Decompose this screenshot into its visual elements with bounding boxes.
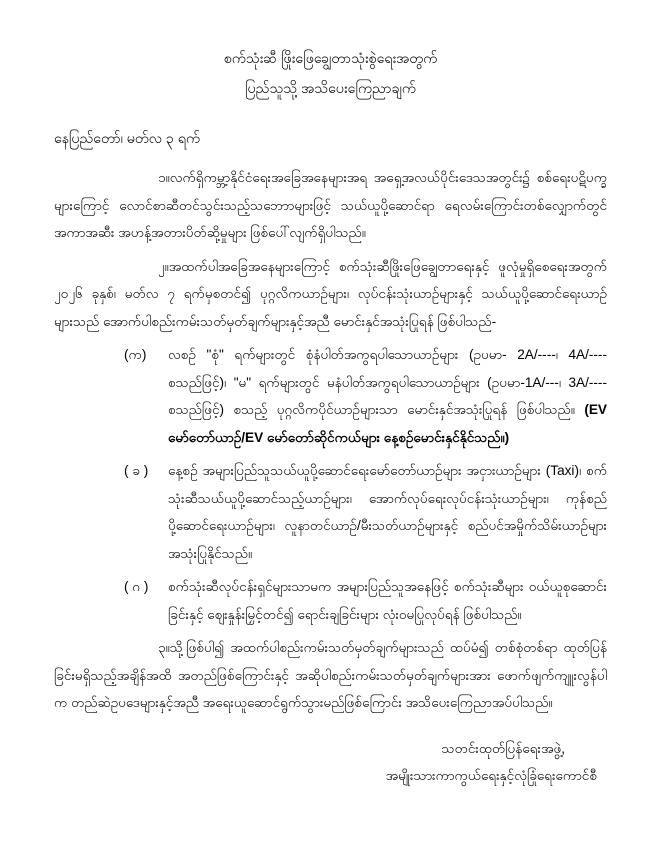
sub-item-ka-text <box>168 341 607 451</box>
paragraph-2-text: အထက်ပါအခြေအနေများကြောင့် စက်သုံးဆီဖြိုးဖြေချွေတာရေးနှင့် ဖူလုံမှုရှိစေရေးအတွက် ၂၀၂၆ ခုနှစ်၊ မတ်လ ၇ ရက်မှစတင်၍ ပုဂ္ဂလိကယာဉ်များ၊ လုပ်ငန်းသုံးယာဉ်များနှင့် သယ်ယူပို့ဆောင်ရေးယာဉ်များသည် အောက်ပါစည်းကမ်းသတ်မှတ်ချက်များနှင့်အညီ မောင်းနှင်အသုံးပြုရန် ဖြစ်ပါသည်- <box>54 258 607 329</box>
paragraph-3-text: သို့ဖြစ်ပါ၍ အထက်ပါစည်းကမ်းသတ်မှတ်ချက်များသည် ထပ်မံ၍ တစ်စုံတစ်ရာ ထုတ်ပြန်ခြင်းမရှိသည့်အချိန်အထိ အတည်ဖြစ်ကြောင်းနှင့် အဆိုပါစည်းကမ်းသတ်မှတ်ချက်များအား ဖောက်ဖျက်ကျူးလွန်ပါက တည်ဆဲဥပဒေများနှင့်အညီ အရေးယူဆောင်ရွက်သွားမည်ဖြစ်ကြောင်း အသိပေးကြေညာအပ်ပါသည်။ <box>54 640 607 710</box>
sub-item-ga-label: ( ဂ ) <box>124 579 149 594</box>
title-line-2: ပြည်သူသို့ အသိပေးကြေညာချက် <box>245 81 416 97</box>
signature-block <box>54 735 607 790</box>
sub-item-ka <box>54 341 607 451</box>
paragraph-1-text: လက်ရှိကမ္ဘာ့နိုင်ငံရေးအခြေအနေများအရ အရှေ့အလယ်ပိုင်းဒေသအတွင်း၌ စစ်ရေးပဋိပက္ခများကြောင့် လောင်စာဆီတင်သွင်းသည့်သဘောာများဖြင့် သယ်ယူပို့ဆောင်ရာ ရေလမ်းကြောင်းတစ်လျှောက်တွင် အကာအဆီး အဟန့်အတားပိတ်ဆို့မှုများ ဖြစ်ပေါ်လျက်ရှိပါသည်။ <box>54 170 607 240</box>
sub-item-ga-body: စက်သုံးဆီလုပ်ငန်းရှင်များသာမက အများပြည်သူအနေဖြင့် စက်သုံးဆီများ ဝယ်ယူစုဆောင်းခြင်းနှင့် ဈေးနှုန်းမြှင့်တင်၍ ရောင်းချခြင်းများ လုံးဝမပြုလုပ်ရန် ဖြစ်ပါသည်။ <box>168 579 607 622</box>
sub-item-ga <box>54 573 607 628</box>
signature-line-2: အမျိုးသားကာကွယ်ရေးနှင့်လုံခြုံရေးကောင်စီ <box>385 768 597 783</box>
paragraph-1 <box>54 164 607 247</box>
sub-item-ka-emphasis: (EV မော်တော်ယာဉ်/EV မော်တော်ဆိုင်ကယ်များ နေ့စဉ်မောင်းနှင်နိုင်သည်။) <box>168 402 607 445</box>
paragraph-3 <box>54 634 607 717</box>
sub-item-kha-label: ( ခ ) <box>124 463 149 478</box>
paragraph-1-number: ၁။ <box>158 170 170 185</box>
sub-item-ga-text <box>168 573 607 628</box>
sub-item-kha-text <box>168 457 607 567</box>
paragraph-2 <box>54 253 607 336</box>
paragraph-3-number: ၃။ <box>158 640 170 655</box>
paragraph-2-number: ၂။ <box>158 258 169 274</box>
signature-line-1: သတင်းထုတ်ပြန်ရေးအဖွဲ့, <box>441 740 565 756</box>
dateline: နေပြည်တော်၊ မတ်လ ၃ ရက် <box>54 131 200 147</box>
sub-item-kha-body: နေ့စဉ် အများပြည်သူသယ်ယူပို့ဆောင်ရေးမော်တော်ယာဉ်များ အငှားယာဉ်များ (Taxi)၊ စက်သုံးဆီသယ်ယူပို့ဆောင်သည့်ယာဉ်များ၊ အောက်လုပ်ရေးလုပ်ငန်းသုံးယာဉ်များ၊ ကုန်စည်ပို့ဆောင်ရေးယာဉ်များ၊ လူနာတင်ယာဉ်/မီးသတ်ယာဉ်များနှင့် စည်ပင်အမှိုက်သိမ်းယာဉ်များ အသုံးပြုနိုင်သည်။ <box>168 463 607 561</box>
document-title <box>54 44 607 104</box>
title-line-1: စက်သုံးဆီ ဖြိုးဖြေချွေတာသုံးစွဲရေးအတွက် <box>223 51 438 67</box>
sub-item-ka-label: (က) <box>124 347 147 362</box>
sub-item-kha <box>54 457 607 567</box>
sub-item-ka-body: လစဉ် "စုံ" ရက်များတွင် စုံနံပါတ်အကွရပါသောယာဉ်များ (ဥပမာ- 2A/----၊ 4A/---- စသည်ဖြင့်)၊ "မ" ရက်များတွင် မနံပါတ်အကွရပါသောယာဉ်များ (ဥပမာ-1A/---၊ 3A/---- စသည်ဖြင့်) စသည့် ပုဂ္ဂလိကပိုင်ယာဉ်များသာ မောင်းနှင်အသုံးပြုရန် ဖြစ်ပါသည်။ <box>168 347 607 417</box>
